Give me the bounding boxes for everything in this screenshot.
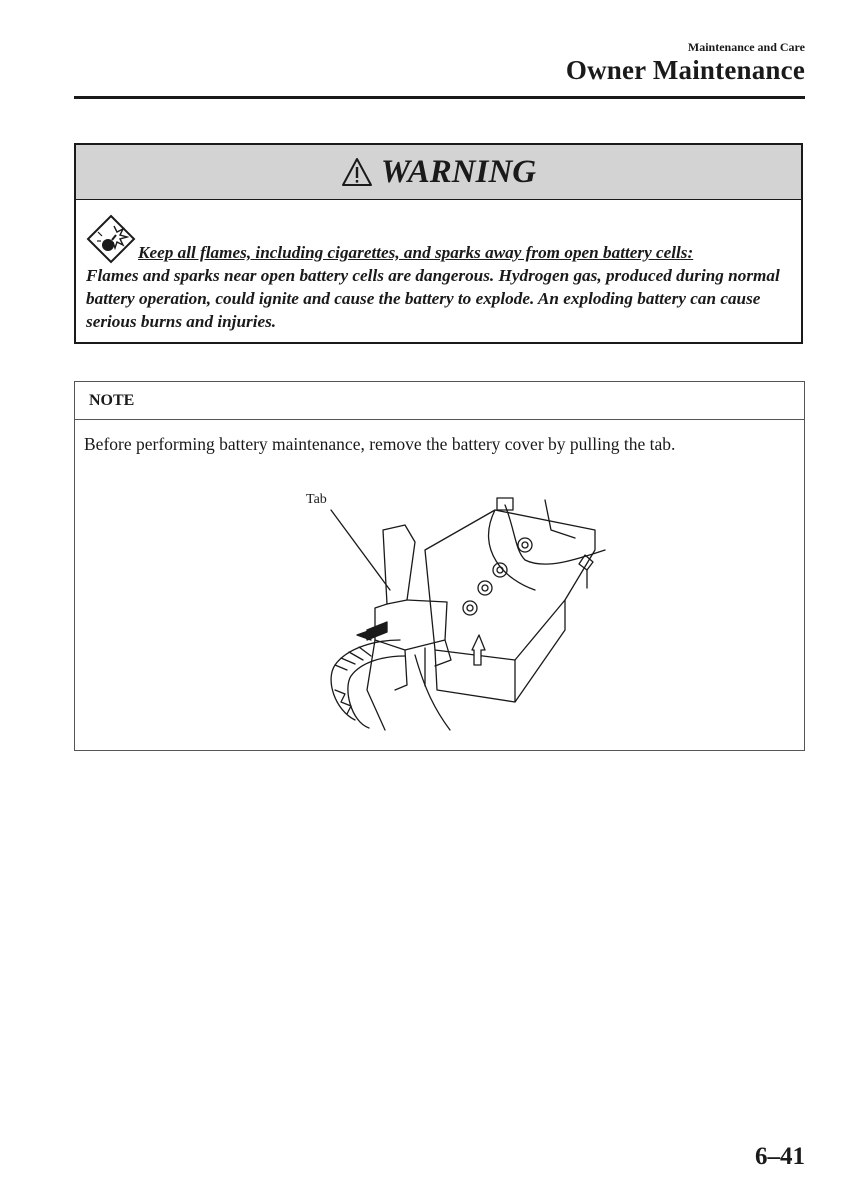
header-section-label: Maintenance and Care <box>687 40 805 54</box>
warning-text: Flames and sparks near open battery cells are dangerous. Hydrogen gas, produced during normal battery operation, could ignite and cause the battery to explode. An exploding battery can cause serious burns and injuries. <box>86 266 780 331</box>
warning-header <box>76 145 801 200</box>
battery-cover-illustration <box>275 490 615 740</box>
note-box <box>74 381 805 751</box>
note-text: Before performing battery maintenance, remove the battery cover by pulling the tab. <box>84 434 676 454</box>
warning-box <box>74 143 803 344</box>
page-number: 6–41 <box>755 1143 805 1170</box>
page-title: Owner Maintenance <box>565 55 805 85</box>
note-header: NOTE <box>75 382 804 420</box>
warning-body <box>76 200 801 333</box>
explosive-hazard-icon <box>86 214 136 264</box>
header-rule <box>74 96 805 99</box>
warning-lead-text: Keep all flames, including cigarettes, and sparks away from open battery cells: <box>138 243 694 262</box>
warning-title: WARNING <box>380 153 537 190</box>
figure-tab-label: Tab <box>306 492 327 507</box>
warning-lead-row <box>86 214 791 264</box>
warning-triangle-icon <box>341 157 373 187</box>
